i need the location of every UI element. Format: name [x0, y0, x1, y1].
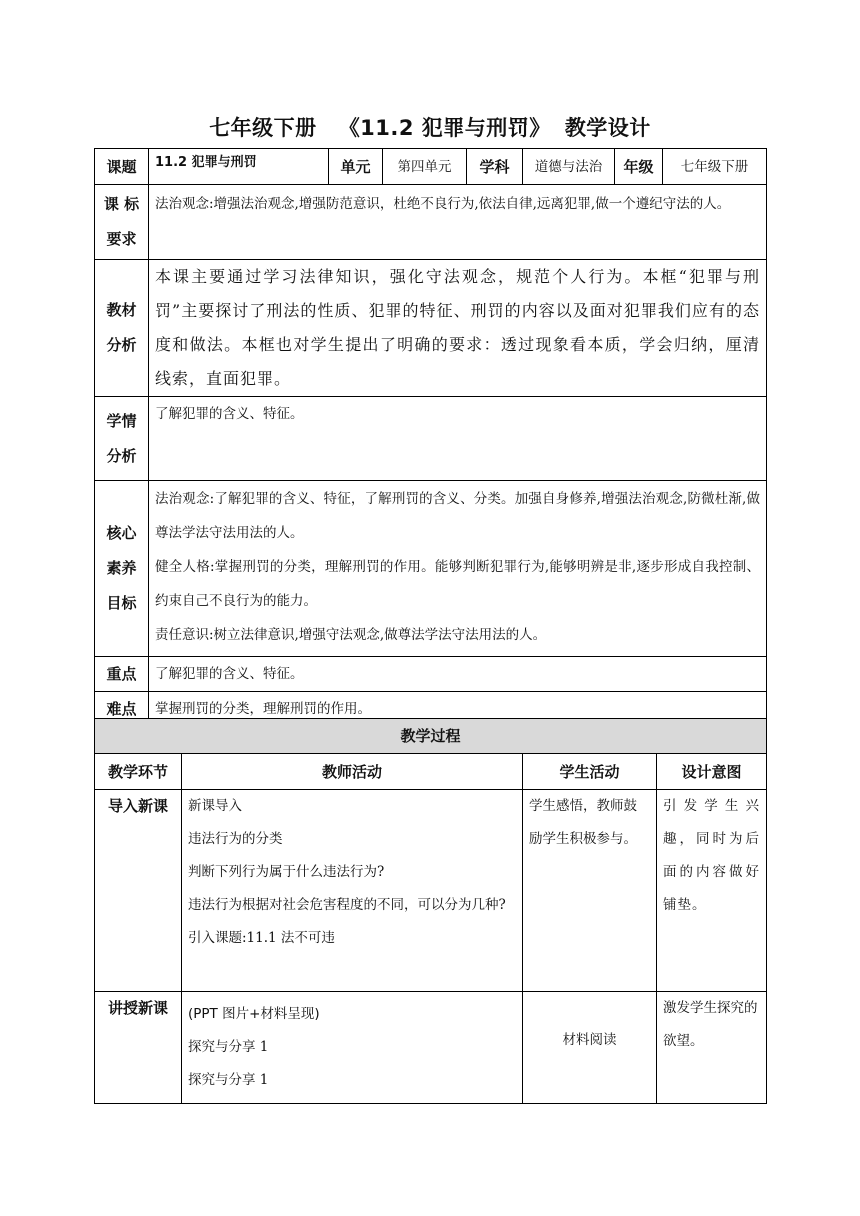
teacher-activity-cell — [182, 992, 523, 1104]
core-goals-label — [95, 481, 149, 657]
student-label-line-1: 学情 — [106, 411, 137, 430]
teacher-line: 新课导入 — [188, 798, 242, 814]
topic-value: 11.2 犯罪与刑罚 — [149, 149, 329, 185]
teacher-line: 判断下列行为属于什么违法行为? — [188, 864, 385, 880]
teacher-line: 探究与分享 1 — [188, 1072, 269, 1088]
table-row — [95, 790, 767, 992]
title-design: 教学设计 — [564, 116, 651, 140]
header-stage: 教学环节 — [95, 754, 182, 790]
student-label-line-2: 分析 — [106, 446, 137, 465]
subject-value: 道德与法治 — [523, 149, 615, 185]
teacher-line: 违法行为的分类 — [188, 831, 283, 847]
core-label-line-1: 核心 — [106, 524, 137, 542]
textbook-label-line-1: 教材 — [106, 301, 137, 319]
difficulty-text: 掌握刑罚的分类，理解刑罚的作用。 — [149, 692, 767, 726]
core-label-line-2: 素养 — [106, 559, 137, 577]
core-goals-text — [149, 481, 767, 657]
unit-label: 单元 — [329, 149, 383, 185]
core-goal-item: 责任意识:树立法律意识,增强守法观念,做尊法学法守法用法的人。 — [155, 627, 547, 643]
curriculum-text: 法治观念:增强法治观念,增强防范意识，杜绝不良行为,依法自律,远离犯罪,做一个遵纪守法的人。 — [149, 185, 767, 260]
key-point-text: 了解犯罪的含义、特征。 — [149, 657, 767, 692]
textbook-analysis-text: 本课主要通过学习法律知识，强化守法观念，规范个人行为。本框“犯罪与刑罚”主要探讨了刑法的性质、犯罪的特征、刑罚的内容以及面对犯罪我们应有的态度和做法。本框也对学生提出了明确的要求：透过现象看本质，学会归纳，厘清线索，直面犯罪。 — [149, 260, 767, 397]
student-activity-cell: 学生感悟，教师鼓励学生积极参与。 — [523, 790, 657, 992]
teacher-line: 探究与分享 1 — [188, 1039, 269, 1055]
textbook-analysis-label — [95, 260, 149, 397]
title-grade: 七年级下册 — [209, 116, 317, 140]
teacher-line: 违法行为根据对社会危害程度的不同，可以分为几种? — [188, 897, 506, 913]
stage-cell: 讲授新课 — [95, 992, 182, 1104]
core-goal-item: 法治观念:了解犯罪的含义、特征，了解刑罚的含义、分类。加强自身修养,增强法治观念,防微杜渐,做尊法学法守法用法的人。 — [155, 491, 760, 541]
core-label-line-3: 目标 — [106, 594, 137, 612]
design-intent-cell: 引发学生兴趣，同时为后面的内容做好铺垫。 — [657, 790, 767, 992]
student-analysis-label — [95, 397, 149, 481]
teacher-line: 引入课题:11.1 法不可违 — [188, 930, 335, 946]
lesson-info-table — [94, 148, 767, 726]
student-analysis-text: 了解犯罪的含义、特征。 — [149, 397, 767, 481]
curriculum-label — [95, 185, 149, 260]
curriculum-label-line-2: 要求 — [106, 230, 137, 248]
grade-label: 年级 — [615, 149, 663, 185]
design-intent-cell: 激发学生探究的欲望。 — [657, 992, 767, 1104]
key-point-label: 重点 — [95, 657, 149, 692]
table-row — [95, 992, 767, 1104]
teaching-process-table — [94, 718, 767, 1104]
topic-label: 课题 — [95, 149, 149, 185]
difficulty-label: 难点 — [95, 692, 149, 726]
title-lesson: 《11.2 犯罪与刑罚》 — [338, 116, 551, 140]
student-activity-cell: 材料阅读 — [523, 992, 657, 1104]
core-goal-item: 健全人格:掌握刑罚的分类，理解刑罚的作用。能够判断犯罪行为,能够明辨是非,逐步形成自我控制、约束自己不良行为的能力。 — [155, 559, 760, 609]
header-intent: 设计意图 — [657, 754, 767, 790]
unit-value: 第四单元 — [383, 149, 467, 185]
header-teacher: 教师活动 — [182, 754, 523, 790]
curriculum-label-line-1: 课 标 — [103, 195, 140, 213]
textbook-label-line-2: 分析 — [106, 336, 137, 354]
header-student: 学生活动 — [523, 754, 657, 790]
subject-label: 学科 — [467, 149, 523, 185]
document-title — [0, 112, 860, 142]
teacher-activity-cell — [182, 790, 523, 992]
grade-value: 七年级下册 — [663, 149, 767, 185]
process-title: 教学过程 — [95, 719, 767, 754]
teacher-line: (PPT 图片+材料呈现) — [188, 1006, 320, 1022]
stage-cell: 导入新课 — [95, 790, 182, 992]
